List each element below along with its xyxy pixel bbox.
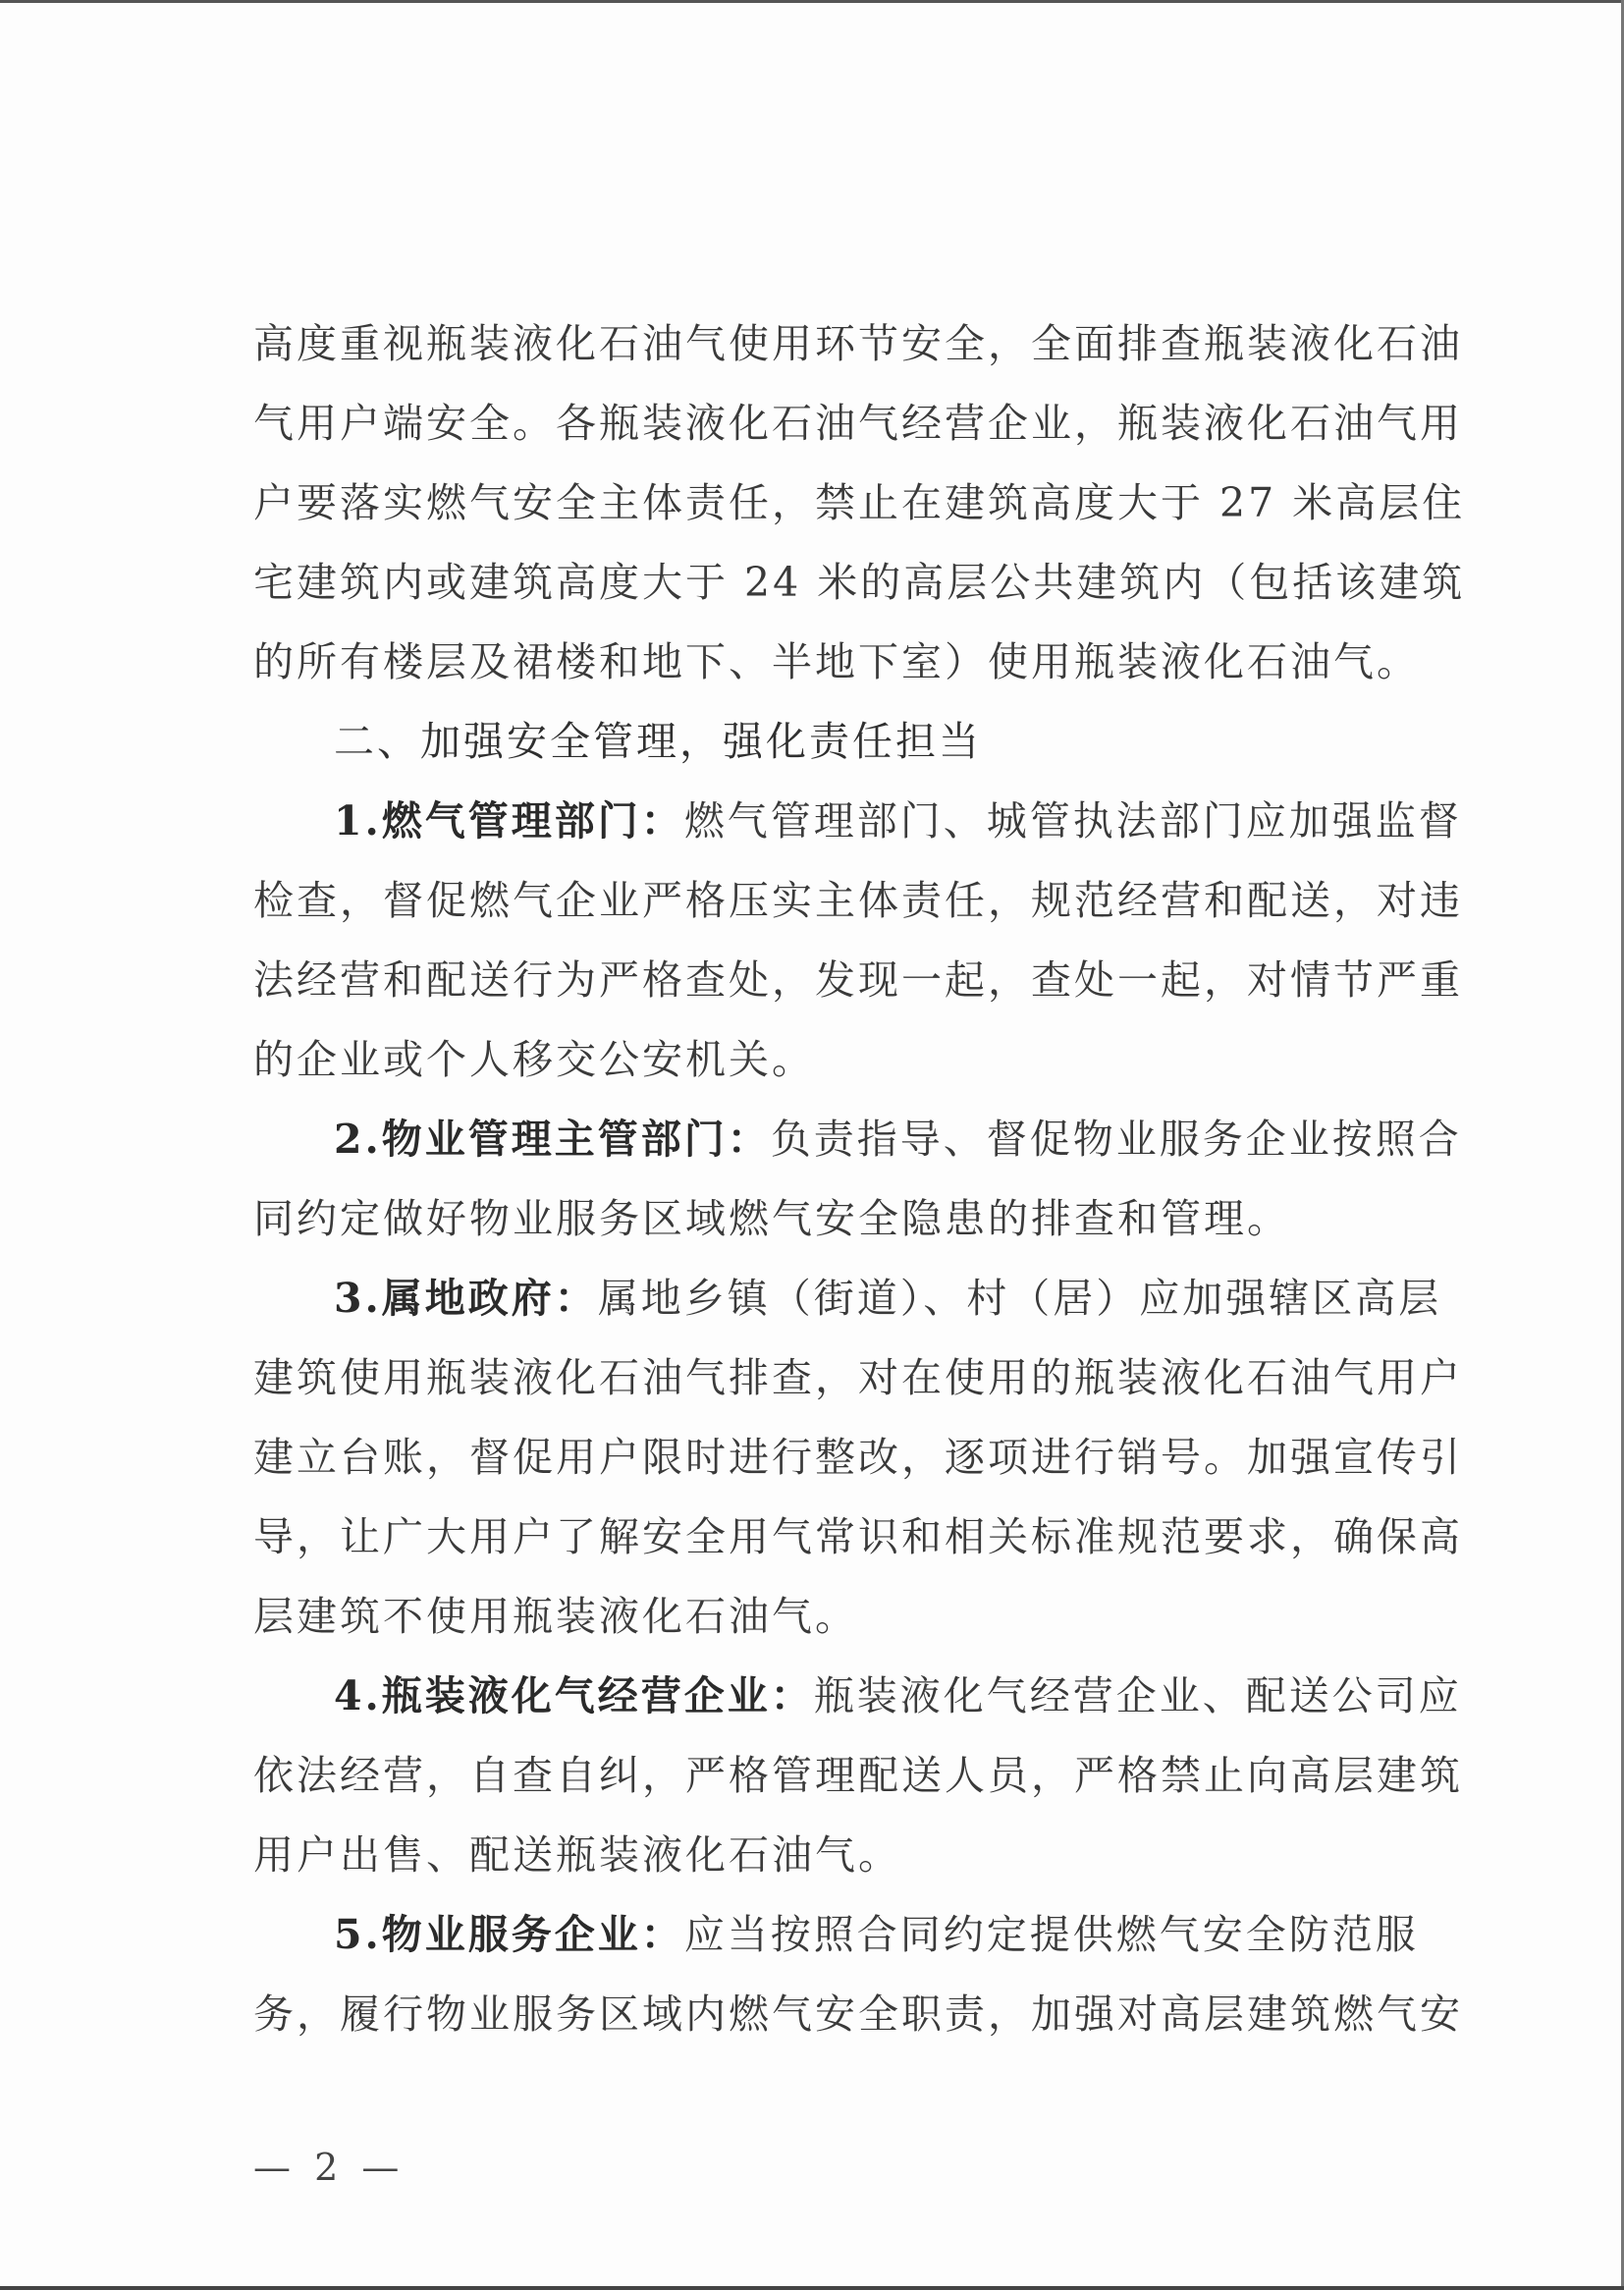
paragraph-line: 用户出售、配送瓶装液化石油气。	[253, 1831, 901, 1879]
item-4-first-line	[253, 1657, 1462, 1736]
paragraph-line: 的企业或个人移交公安机关。	[253, 1036, 815, 1083]
paragraph-line: 同约定做好物业服务区域燃气安全隐患的排查和管理。	[253, 1195, 1290, 1242]
item-2-first-line	[253, 1100, 1462, 1179]
body-text	[253, 304, 1466, 2054]
item-3-term: 3.属地政府：	[334, 1275, 598, 1322]
item-1-first-line	[253, 782, 1462, 861]
item-2-term: 2.物业管理主管部门：	[334, 1116, 771, 1163]
paragraph-line: 户要落实燃气安全主体责任，禁止在建筑高度大于 27 米高层住	[253, 479, 1466, 526]
item-1-text: 燃气管理部门、城管执法部门应加强监督	[683, 797, 1462, 845]
item-5-first-line	[253, 1895, 1419, 1975]
scan-edge-bottom	[0, 2286, 1624, 2290]
item-5-text: 应当按照合同约定提供燃气安全防范服	[683, 1911, 1419, 1958]
paragraph-line: 高度重视瓶装液化石油气使用环节安全，全面排查瓶装液化石油	[253, 320, 1463, 367]
paragraph-line: 层建筑不使用瓶装液化石油气。	[253, 1593, 858, 1640]
scan-edge-top	[0, 0, 1624, 3]
item-4-text: 瓶装液化气经营企业、配送公司应	[813, 1672, 1462, 1719]
section-heading: 二、加强安全管理，强化责任担当	[334, 718, 982, 765]
paragraph-line: 检查，督促燃气企业严格压实主体责任，规范经营和配送，对违	[253, 877, 1463, 924]
paragraph-line: 宅建筑内或建筑高度大于 24 米的高层公共建筑内（包括该建筑	[253, 559, 1466, 606]
paragraph-line: 的所有楼层及裙楼和地下、半地下室）使用瓶装液化石油气。	[253, 638, 1420, 685]
paragraph-line: 建筑使用瓶装液化石油气排查，对在使用的瓶装液化石油气用户	[253, 1354, 1463, 1401]
paragraph-line: 建立台账，督促用户限时进行整改，逐项进行销号。加强宣传引	[253, 1434, 1463, 1481]
item-3-first-line	[253, 1259, 1442, 1338]
item-1-term: 1.燃气管理部门：	[334, 797, 684, 845]
item-2-text: 负责指导、督促物业服务企业按照合	[770, 1116, 1462, 1163]
paragraph-line: 气用户端安全。各瓶装液化石油气经营企业，瓶装液化石油气用	[253, 400, 1463, 447]
page-number: — 2 —	[253, 2146, 406, 2189]
paragraph-line: 依法经营，自查自纠，严格管理配送人员，严格禁止向高层建筑	[253, 1752, 1463, 1799]
paragraph-line: 法经营和配送行为严格查处，发现一起，查处一起，对情节严重	[253, 956, 1463, 1004]
paragraph-line: 务，履行物业服务区域内燃气安全职责，加强对高层建筑燃气安	[253, 1990, 1463, 2038]
item-4-term: 4.瓶装液化气经营企业：	[334, 1672, 814, 1719]
paragraph-line: 导，让广大用户了解安全用气常识和相关标准规范要求，确保高	[253, 1513, 1463, 1560]
item-3-text: 属地乡镇（街道）、村（居）应加强辖区高层	[597, 1275, 1442, 1322]
item-5-term: 5.物业服务企业：	[334, 1911, 684, 1958]
